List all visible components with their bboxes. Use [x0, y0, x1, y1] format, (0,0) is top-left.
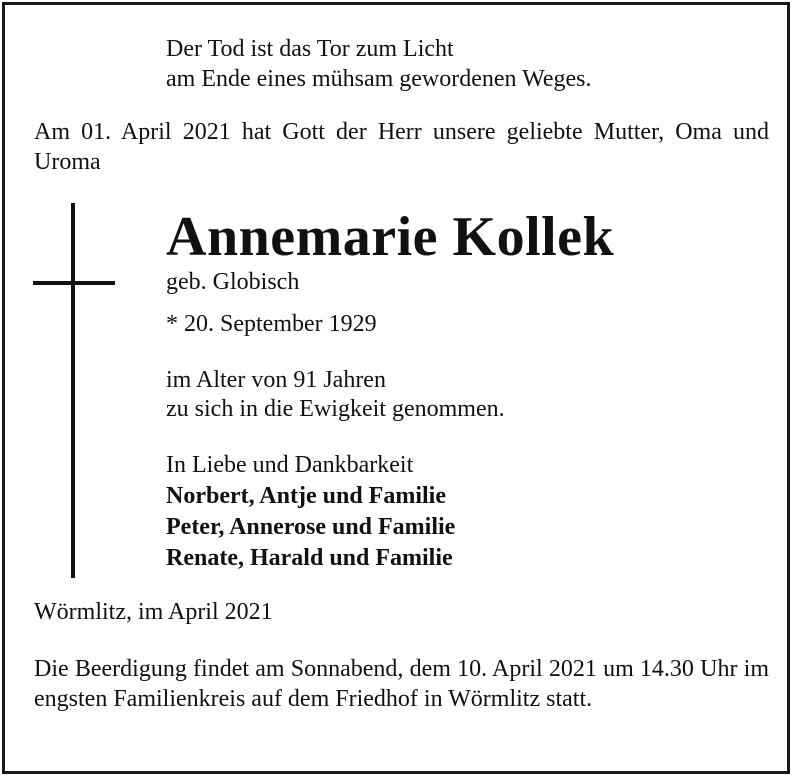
birth-date: * 20. September 1929: [166, 311, 377, 337]
motto: [166, 34, 592, 94]
mourners-intro: In Liebe und Dankbarkeit: [166, 452, 414, 478]
motto-line-1: Der Tod ist das Tor zum Licht: [166, 36, 454, 62]
deceased-name: Annemarie Kollek: [166, 206, 615, 268]
cross-icon-bar: [33, 281, 115, 285]
intro-text: Am 01. April 2021 hat Gott der Herr unsere geliebte Mutter, Oma und Uroma: [34, 119, 769, 175]
maiden-name: geb. Globisch: [166, 269, 300, 295]
motto-line-2: am Ende eines mühsam gewordenen Weges.: [166, 66, 592, 92]
place-date: Wörmlitz, im April 2021: [34, 599, 273, 625]
mourner-name: Renate, Harald und Familie: [166, 545, 453, 571]
funeral-info: Die Beerdigung findet am Sonnabend, dem 10. April 2021 um 14.30 Uhr im engsten Familienkreis auf dem Friedhof in Wörmlitz statt.: [34, 656, 769, 712]
age-line-1: im Alter von 91 Jahren: [166, 367, 386, 393]
age-line-2: zu sich in die Ewigkeit genommen.: [166, 396, 505, 422]
mourner-name: Norbert, Antje und Familie: [166, 483, 446, 509]
cross-icon: [71, 203, 75, 578]
mourner-name: Peter, Annerose und Familie: [166, 514, 456, 540]
